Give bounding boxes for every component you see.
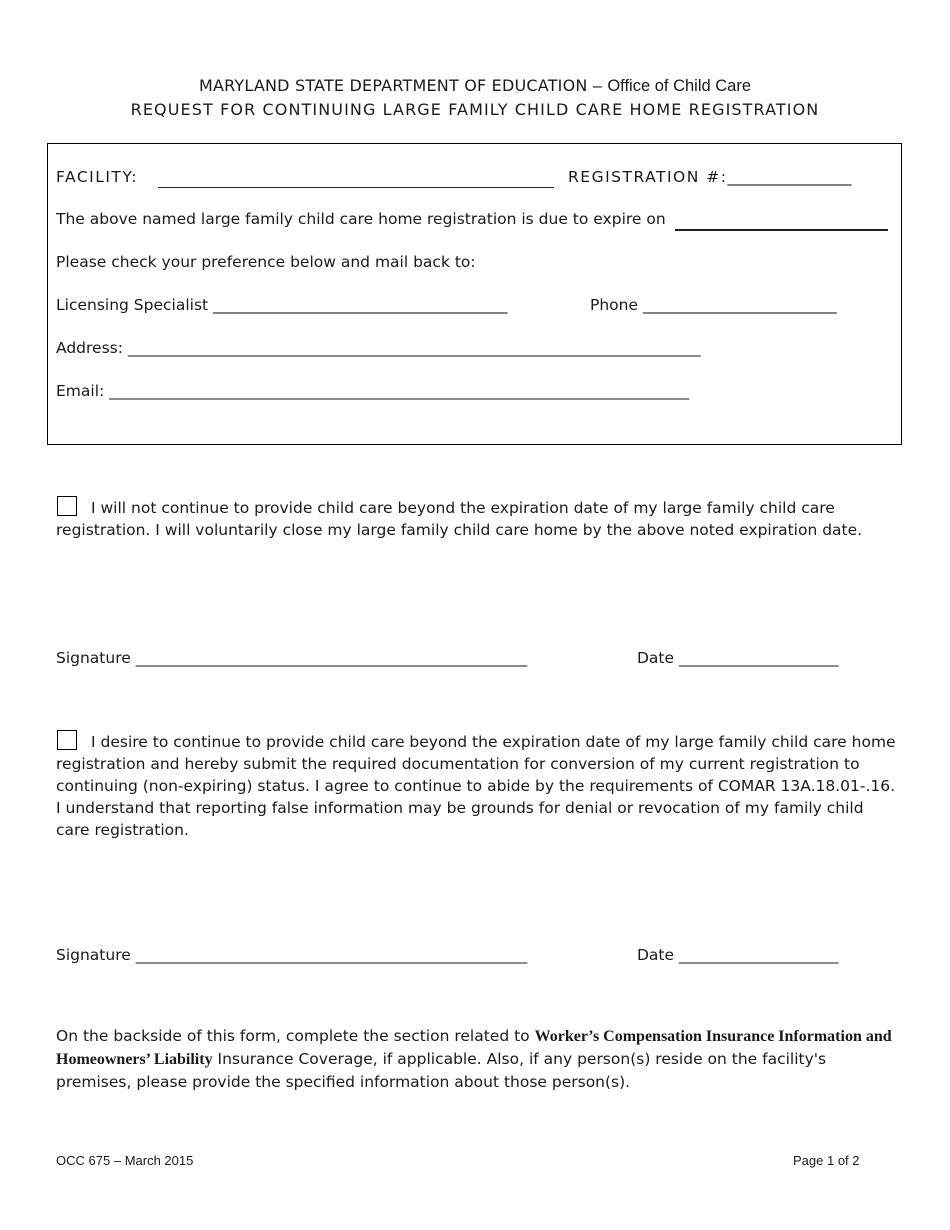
specialist-field[interactable]: ______________________________________: [213, 296, 508, 314]
expire-row: [56, 210, 666, 228]
form-title: REQUEST FOR CONTINUING LARGE FAMILY CHILD CARE HOME REGISTRATION: [130, 100, 820, 119]
email-field[interactable]: ________________________________________________________________________________: [109, 384, 690, 400]
specialist-row: [56, 296, 508, 314]
form-date: March 2015: [124, 1153, 194, 1168]
date-field-2[interactable]: ______________________: [679, 948, 839, 964]
facility-row: [56, 168, 138, 186]
phone-label: Phone: [590, 296, 639, 314]
phone-row: [590, 296, 837, 314]
email-label: Email:: [56, 382, 105, 400]
signature-label: Signature: [56, 946, 131, 964]
facility-label: FACILITY:: [56, 168, 139, 186]
form-number: OCC 675: [56, 1153, 111, 1168]
date-row-2: [637, 946, 839, 964]
backside-bold-text: Worker’s Compensation Insurance Information and Homeowners’ Liability: [56, 1028, 892, 1068]
signature-row-1: [56, 649, 527, 667]
page-number: Page 1 of 2: [793, 1153, 860, 1168]
close-home-statement: I will not continue to provide child care beyond the expiration date of my large family child care registration. I will voluntarily close my large family child care home by the above noted expiration date.: [56, 499, 863, 539]
backside-text-start: On the backside of this form, complete the section related to: [56, 1027, 535, 1045]
office-name: Office of Child Care: [607, 77, 752, 95]
registration-row: [568, 168, 851, 186]
address-field[interactable]: _______________________________________________________________________________: [127, 341, 701, 357]
address-row: [56, 339, 701, 357]
signature-field-1[interactable]: ______________________________________________________: [135, 651, 528, 667]
agency-name: MARYLAND STATE DEPARTMENT OF EDUCATION: [198, 76, 588, 95]
signature-field-2[interactable]: ______________________________________________________: [135, 948, 528, 964]
expire-text: The above named large family child care home registration is due to expire on: [56, 210, 666, 228]
continue-home-statement: I desire to continue to provide child care beyond the expiration date of my large family child care home registration and hereby submit the required documentation for conversion of my current registration to continuing (non-expiring) status. I agree to continue to abide by the requirements of COMAR 13A.18.01-.16. I understand that reporting false information may be grounds for denial or revocation of my family child care registration.: [56, 733, 896, 839]
signature-label: Signature: [56, 649, 131, 667]
form-id: [56, 1153, 193, 1168]
registration-label: REGISTRATION #:: [568, 168, 728, 186]
registration-field[interactable]: ________________: [727, 168, 852, 186]
mail-instruction: Please check your preference below and mail back to:: [56, 253, 476, 271]
specialist-label: Licensing Specialist: [56, 296, 209, 314]
footer-dash: –: [113, 1153, 122, 1168]
date-label: Date: [637, 946, 675, 964]
heading-dash: –: [592, 77, 603, 95]
phone-field[interactable]: _________________________: [642, 296, 837, 314]
address-label: Address:: [56, 339, 123, 357]
signature-row-2: [56, 946, 527, 964]
email-row: [56, 382, 689, 400]
facility-field[interactable]: [158, 169, 554, 188]
date-field-1[interactable]: ______________________: [679, 651, 839, 667]
backside-text-end: Insurance Coverage, if applicable. Also, if any person(s) reside on the facility's premises, please provide the specified information about those person(s).: [56, 1050, 827, 1091]
date-row-1: [637, 649, 839, 667]
backside-instructions: [56, 1025, 892, 1093]
date-label: Date: [637, 649, 675, 667]
expiration-date-field[interactable]: [675, 212, 888, 231]
form-agency-heading: [0, 76, 950, 96]
